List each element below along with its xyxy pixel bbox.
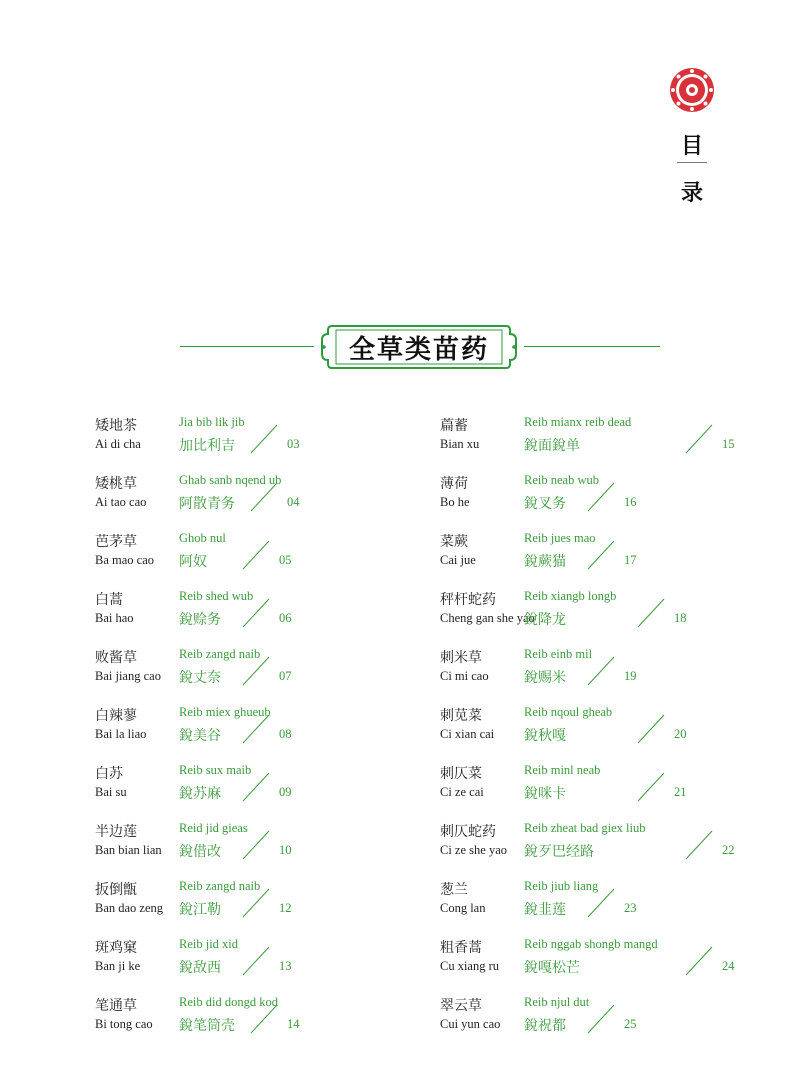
toc-entry[interactable] xyxy=(440,995,760,1045)
miao-name: Reib minl neab xyxy=(524,763,601,777)
pinyin-name: Bian xu xyxy=(440,437,480,451)
miao-chinese-name: 銳美谷 xyxy=(179,728,221,744)
miao-name: Reid jid gieas xyxy=(179,821,248,835)
pinyin-name: Ci ze cai xyxy=(440,785,484,799)
page-number: 12 xyxy=(279,901,292,915)
slash-divider xyxy=(684,423,714,455)
pinyin-name: Ba mao cao xyxy=(95,553,155,567)
slash-divider xyxy=(684,945,714,977)
pinyin-name: Bai jiang cao xyxy=(95,669,161,683)
miao-name: Ghob nul xyxy=(179,531,226,545)
miao-name: Reib nggab shongb mangd xyxy=(524,937,658,951)
toc-entry[interactable] xyxy=(440,589,760,639)
miao-name: Reib jues mao xyxy=(524,531,596,545)
chinese-name: 扳倒甑 xyxy=(95,882,137,898)
slash-divider xyxy=(241,539,271,571)
miao-chinese-name: 銳蕨猫 xyxy=(524,554,566,570)
page-number: 13 xyxy=(279,959,292,973)
miao-name: Reib did dongd kod xyxy=(179,995,278,1009)
miao-chinese-name: 銳咪卡 xyxy=(524,786,566,802)
chinese-name: 矮桃草 xyxy=(95,476,137,492)
chinese-name: 秤杆蛇药 xyxy=(440,592,496,608)
chinese-name: 葱兰 xyxy=(440,882,468,898)
slash-divider xyxy=(241,829,271,861)
pinyin-name: Cu xiang ru xyxy=(440,959,500,973)
toc-entry[interactable] xyxy=(440,531,760,581)
miao-name: Reib sux maib xyxy=(179,763,252,777)
miao-name: Reib jiub liang xyxy=(524,879,599,893)
slash-divider xyxy=(636,597,666,629)
page-number: 10 xyxy=(279,843,292,857)
page-number: 17 xyxy=(624,553,637,567)
chinese-name: 矮地茶 xyxy=(95,418,137,434)
miao-chinese-name: 銳苏麻 xyxy=(179,786,221,802)
toc-entry[interactable] xyxy=(95,531,415,581)
chinese-name: 白苏 xyxy=(95,766,123,782)
chinese-name: 半边莲 xyxy=(95,824,137,840)
miao-chinese-name: 銳韭莲 xyxy=(524,902,566,918)
toc-entry[interactable] xyxy=(440,473,760,523)
miao-name: Reib njul dut xyxy=(524,995,590,1009)
slash-divider xyxy=(586,1003,616,1035)
toc-entry[interactable] xyxy=(440,763,760,813)
miao-name: Reib miex ghueub xyxy=(179,705,271,719)
slash-divider xyxy=(241,597,271,629)
banner-rule-left xyxy=(180,346,314,347)
miao-chinese-name: 銳面銳单 xyxy=(524,438,580,454)
slash-divider xyxy=(586,655,616,687)
pinyin-name: Ci mi cao xyxy=(440,669,489,683)
page-number: 25 xyxy=(624,1017,637,1031)
section-title: 全草类苗药 xyxy=(348,335,489,365)
miao-chinese-name: 銳祝都 xyxy=(524,1018,566,1034)
page-number: 04 xyxy=(287,495,300,509)
miao-name: Reib zangd naib xyxy=(179,647,261,661)
page-number: 03 xyxy=(287,437,300,451)
page-number: 16 xyxy=(624,495,637,509)
miao-chinese-name: 阿散青务 xyxy=(179,496,235,512)
toc-entry[interactable] xyxy=(440,415,760,465)
slash-divider xyxy=(241,887,271,919)
slash-divider xyxy=(586,887,616,919)
chinese-name: 斑鸡窠 xyxy=(95,940,137,956)
toc-entry[interactable] xyxy=(95,879,415,929)
page-number: 05 xyxy=(279,553,292,567)
toc-entry[interactable] xyxy=(95,821,415,871)
pinyin-name: Cheng gan she yao xyxy=(440,611,535,625)
toc-entry[interactable] xyxy=(440,705,760,755)
miao-chinese-name: 銳赐米 xyxy=(524,670,566,686)
page-number: 08 xyxy=(279,727,292,741)
page-number: 06 xyxy=(279,611,292,625)
slash-divider xyxy=(241,945,271,977)
chinese-name: 白辣蓼 xyxy=(95,708,137,724)
miao-name: Reib mianx reib dead xyxy=(524,415,632,429)
pinyin-name: Ban bian lian xyxy=(95,843,162,857)
slash-divider xyxy=(586,539,616,571)
miao-chinese-name: 銳嘎松芒 xyxy=(524,960,580,976)
pinyin-name: Bo he xyxy=(440,495,470,509)
toc-entry[interactable] xyxy=(440,821,760,871)
page-number: 23 xyxy=(624,901,637,915)
pinyin-name: Cong lan xyxy=(440,901,486,915)
toc-entry[interactable] xyxy=(440,647,760,697)
page-number: 19 xyxy=(624,669,637,683)
floral-medallion-logo xyxy=(668,66,716,114)
miao-chinese-name: 銳丈奈 xyxy=(179,670,221,686)
slash-divider xyxy=(241,713,271,745)
slash-divider xyxy=(249,423,279,455)
page-number: 21 xyxy=(674,785,687,799)
miao-name: Reib zangd naib xyxy=(179,879,261,893)
chinese-name: 刺仄菜 xyxy=(440,766,482,782)
toc-entry[interactable] xyxy=(95,763,415,813)
miao-name: Reib nqoul gheab xyxy=(524,705,613,719)
miao-name: Reib jid xid xyxy=(179,937,239,951)
pinyin-name: Ban ji ke xyxy=(95,959,141,973)
pinyin-name: Ai tao cao xyxy=(95,495,147,509)
page-number: 14 xyxy=(287,1017,300,1031)
chinese-name: 翠云草 xyxy=(440,998,482,1014)
toc-entry[interactable] xyxy=(440,879,760,929)
chinese-name: 刺米草 xyxy=(440,650,482,666)
chinese-name: 菜蕨 xyxy=(440,534,468,550)
slash-divider xyxy=(249,481,279,513)
page-title-char-2: 录 xyxy=(680,180,703,206)
chinese-name: 刺仄蛇药 xyxy=(440,824,496,840)
miao-chinese-name: 銳秋嘎 xyxy=(524,728,566,744)
toc-entry[interactable] xyxy=(95,589,415,639)
chinese-name: 笔通草 xyxy=(95,998,137,1014)
pinyin-name: Ci ze she yao xyxy=(440,843,507,857)
miao-name: Reib neab wub xyxy=(524,473,599,487)
banner-rule-right xyxy=(524,346,660,347)
miao-name: Reib xiangb longb xyxy=(524,589,617,603)
chinese-name: 白蒿 xyxy=(95,592,123,608)
pinyin-name: Bai hao xyxy=(95,611,134,625)
miao-name: Reib zheat bad giex liub xyxy=(524,821,646,835)
slash-divider xyxy=(636,771,666,803)
page-number: 09 xyxy=(279,785,292,799)
miao-chinese-name: 銳借改 xyxy=(179,844,221,860)
miao-chinese-name: 阿奴 xyxy=(179,554,207,570)
page-number: 07 xyxy=(279,669,292,683)
page-number: 15 xyxy=(722,437,735,451)
slash-divider xyxy=(586,481,616,513)
miao-chinese-name: 銳降龙 xyxy=(524,612,566,628)
title-divider xyxy=(677,162,707,163)
toc-entry[interactable] xyxy=(95,647,415,697)
miao-chinese-name: 銳赊务 xyxy=(179,612,221,628)
slash-divider xyxy=(249,1003,279,1035)
toc-entry[interactable] xyxy=(95,995,415,1045)
miao-chinese-name: 銳歹巴经路 xyxy=(524,844,594,860)
miao-name: Reib shed wub xyxy=(179,589,254,603)
miao-chinese-name: 銳笔筒壳 xyxy=(179,1018,235,1034)
chinese-name: 薄荷 xyxy=(440,476,468,492)
chinese-name: 败酱草 xyxy=(95,650,137,666)
slash-divider xyxy=(241,771,271,803)
miao-name: Jia bib lik jib xyxy=(179,415,245,429)
chinese-name: 萹蓄 xyxy=(440,418,468,434)
miao-chinese-name: 銳江勒 xyxy=(179,902,221,918)
toc-entry[interactable] xyxy=(95,705,415,755)
pinyin-name: Bai la liao xyxy=(95,727,147,741)
miao-name: Reib einb mil xyxy=(524,647,593,661)
page-number: 24 xyxy=(722,959,735,973)
toc-entry[interactable] xyxy=(95,415,415,465)
slash-divider xyxy=(636,713,666,745)
pinyin-name: Ci xian cai xyxy=(440,727,495,741)
pinyin-name: Cui yun cao xyxy=(440,1017,501,1031)
toc-entry[interactable] xyxy=(440,937,760,987)
slash-divider xyxy=(241,655,271,687)
page-title-char-1: 目 xyxy=(680,133,703,159)
page-number: 20 xyxy=(674,727,687,741)
slash-divider xyxy=(684,829,714,861)
toc-entry[interactable] xyxy=(95,473,415,523)
chinese-name: 芭茅草 xyxy=(95,534,137,550)
chinese-name: 粗香蒿 xyxy=(440,940,482,956)
miao-chinese-name: 加比利吉 xyxy=(179,438,235,454)
chinese-name: 刺苋菜 xyxy=(440,708,482,724)
miao-chinese-name: 銳敌西 xyxy=(179,960,221,976)
pinyin-name: Ban dao zeng xyxy=(95,901,164,915)
page-number: 18 xyxy=(674,611,687,625)
miao-chinese-name: 銳叉务 xyxy=(524,496,566,512)
pinyin-name: Bi tong cao xyxy=(95,1017,153,1031)
toc-entry[interactable] xyxy=(95,937,415,987)
pinyin-name: Bai su xyxy=(95,785,127,799)
pinyin-name: Ai di cha xyxy=(95,437,141,451)
page-number: 22 xyxy=(722,843,735,857)
miao-name: Ghab sanb nqend ub xyxy=(179,473,282,487)
pinyin-name: Cai jue xyxy=(440,553,476,567)
